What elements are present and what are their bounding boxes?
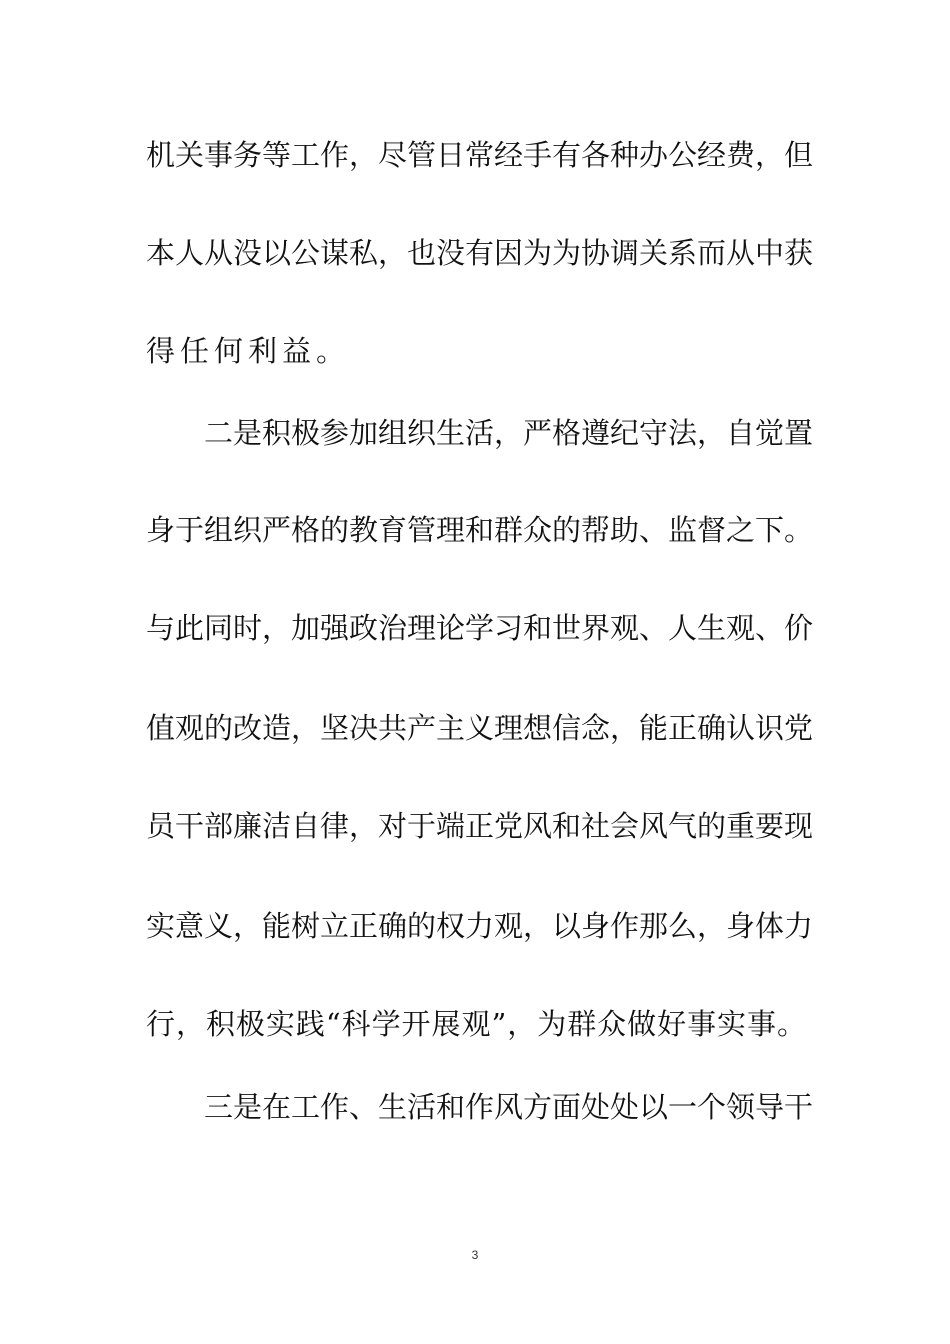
paragraph-line-10: 行，积极实践“科学开展观”，为群众做好事实事。 — [146, 1007, 806, 1041]
paragraph-line-5: 身于组织严格的教育管理和群众的帮助、监督之下。 — [146, 513, 814, 547]
paragraph-line-6: 与此同时，加强政治理论学习和世界观、人生观、价 — [146, 611, 814, 645]
paragraph-line-7: 值观的改造，坚决共产主义理想信念，能正确认识党 — [146, 711, 814, 745]
paragraph-line-8: 员干部廉洁自律，对于端正党风和社会风气的重要现 — [146, 809, 814, 843]
paragraph-line-1: 机关事务等工作，尽管日常经手有各种办公经费，但 — [146, 138, 814, 172]
paragraph-line-9: 实意义，能树立正确的权力观，以身作那么，身体力 — [146, 909, 814, 943]
page-number: 3 — [471, 1248, 479, 1262]
paragraph-line-3: 得任何利益。 — [146, 334, 351, 368]
paragraph-line-11: 三是在工作、生活和作风方面处处以一个领导干 — [204, 1090, 814, 1124]
paragraph-line-4: 二是积极参加组织生活，严格遵纪守法，自觉置 — [204, 416, 814, 450]
paragraph-line-2: 本人从没以公谋私，也没有因为为协调关系而从中获 — [146, 236, 814, 270]
